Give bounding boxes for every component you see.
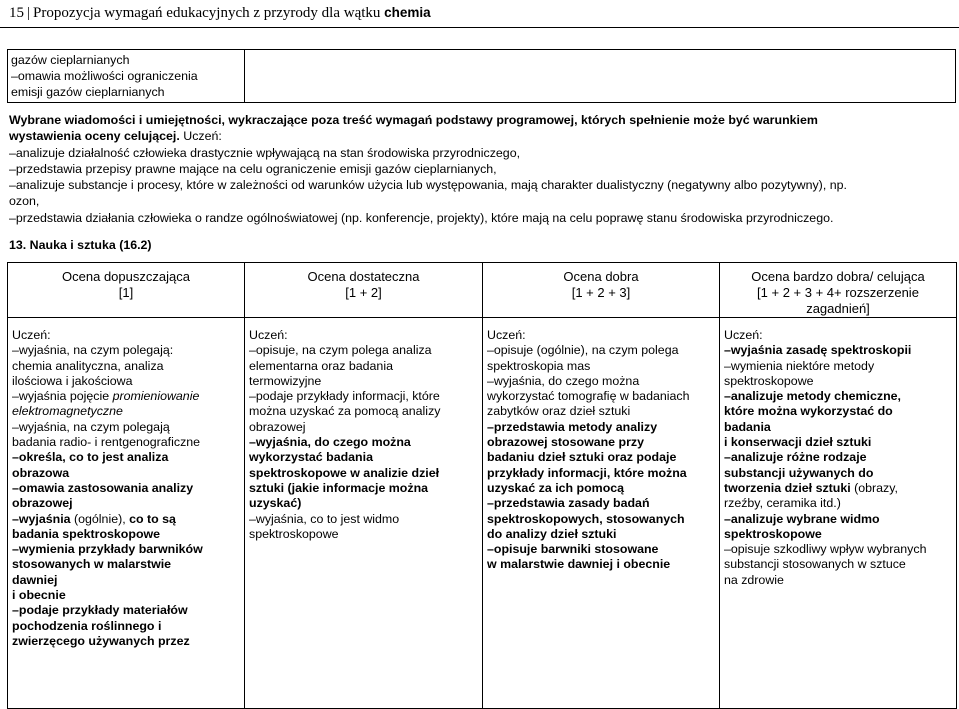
requirement-line xyxy=(249,450,478,465)
requirement-line xyxy=(249,389,478,404)
grade-requirements xyxy=(720,318,957,709)
grade-header xyxy=(720,263,957,318)
requirement-text: badania xyxy=(724,419,771,434)
requirement-text: substancji stosowanych w sztuce xyxy=(724,557,906,572)
requirement-line xyxy=(249,496,478,511)
requirement-line xyxy=(249,527,478,542)
requirement-text: które można wykorzystać do xyxy=(724,404,893,419)
grade-name: Ocena dopuszczająca xyxy=(62,269,190,284)
requirement-line xyxy=(724,374,952,389)
requirement-text: tworzenia dzieł sztuki xyxy=(724,480,851,495)
requirement-text: i obecnie xyxy=(12,588,66,603)
grade-header xyxy=(8,263,245,318)
requirement-text: elementarna oraz badania xyxy=(249,358,393,373)
requirement-line xyxy=(12,343,240,358)
requirement-line xyxy=(724,343,952,358)
grade-requirements xyxy=(483,318,720,709)
requirement-text: spektroskopowe xyxy=(249,526,339,541)
requirement-line xyxy=(487,359,715,374)
header-rule xyxy=(0,27,959,28)
page-header xyxy=(9,4,431,22)
requirement-line xyxy=(249,435,478,450)
requirement-line xyxy=(249,420,478,435)
requirement-text: –wyjaśnia, na czym polegają: xyxy=(12,343,174,358)
requirement-text: –wyjaśnia, na czym polegają xyxy=(12,419,170,434)
requirement-line xyxy=(12,328,240,343)
requirement-text: –wyjaśnia zasadę spektroskopii xyxy=(724,343,912,358)
requirement-text: –wyjaśnia xyxy=(12,511,71,526)
requirement-line xyxy=(487,374,715,389)
requirement-line xyxy=(12,359,240,374)
requirement-line xyxy=(724,527,952,542)
requirement-line xyxy=(487,527,715,542)
requirement-line xyxy=(487,542,715,557)
requirement-line xyxy=(12,420,240,435)
requirement-line xyxy=(487,404,715,419)
requirement-text: badania spektroskopowe xyxy=(12,526,161,541)
grade-requirements xyxy=(245,318,483,709)
requirement-text: co to są xyxy=(129,511,176,526)
requirement-text: obrazowej xyxy=(12,496,73,511)
requirement-text: Uczeń: xyxy=(724,328,763,342)
requirement-text: spektroskopowych, stosowanych xyxy=(487,511,685,526)
continued-line: gazów cieplarnianych xyxy=(11,53,130,67)
requirement-line xyxy=(12,496,240,511)
requirement-line xyxy=(724,404,952,419)
requirement-line xyxy=(724,557,952,572)
requirement-text: chemia analityczna, analiza xyxy=(12,358,164,373)
requirement-text: –podaje przykłady informacji, które xyxy=(249,389,440,404)
requirement-text: –określa, co to jest analiza xyxy=(12,450,169,465)
requirement-line xyxy=(249,359,478,374)
extra-item: –analizuje substancje i procesy, które w zależności od warunków użycia lub występowania, mają charakter dualistyczny (negatywny albo pozytywny), np. xyxy=(9,178,847,193)
requirement-text: –opisuje, na czym polega analiza xyxy=(249,343,432,358)
requirement-line xyxy=(12,573,240,588)
extra-heading: wystawienia oceny celującej. xyxy=(9,129,180,144)
grade-scale: [1] xyxy=(118,285,134,300)
extra-item: –przedstawia działania człowieka o randze ogólnoświatowej (np. konferencje, projekty), które mają na celu poprawę stanu środowiska przyrodniczego. xyxy=(9,210,834,225)
requirement-line xyxy=(12,619,240,634)
extra-item: ozon, xyxy=(9,194,40,209)
page-title-topic: chemia xyxy=(384,5,431,20)
requirement-text: elektromagnetyczne xyxy=(12,404,123,419)
requirement-line xyxy=(487,389,715,404)
requirement-line xyxy=(12,481,240,496)
requirement-text: –podaje przykłady materiałów xyxy=(12,603,188,618)
grade-scale: [1 + 2 + 3 + 4+ rozszerzenie xyxy=(757,285,919,300)
requirement-line xyxy=(12,542,240,557)
requirement-text: –opisuje szkodliwy wpływ wybranych xyxy=(724,542,927,557)
requirement-line xyxy=(724,435,952,450)
requirement-text: wykorzystać badania xyxy=(249,450,373,465)
grades-table xyxy=(7,262,957,709)
requirement-line xyxy=(12,527,240,542)
requirement-text: –przedstawia zasady badań xyxy=(487,496,650,511)
requirement-line xyxy=(12,389,240,404)
requirement-line xyxy=(12,634,240,649)
requirement-text: –przedstawia metody analizy xyxy=(487,419,658,434)
requirement-line xyxy=(12,466,240,481)
requirement-line xyxy=(724,420,952,435)
grade-requirements xyxy=(8,318,245,709)
grade-scale: [1 + 2] xyxy=(345,285,382,300)
requirement-text: na zdrowie xyxy=(724,572,784,587)
requirement-line xyxy=(724,389,952,404)
requirement-text: przykłady informacji, które można xyxy=(487,465,687,480)
requirement-text: spektroskopia mas xyxy=(487,358,591,373)
requirement-text: rzeźby, ceramika itd.) xyxy=(724,496,841,511)
requirement-text: –opisuje barwniki stosowane xyxy=(487,542,659,557)
requirement-text: do analizy dzieł sztuki xyxy=(487,526,617,541)
header-separator: | xyxy=(27,5,31,21)
requirement-text: Uczeń: xyxy=(12,328,51,342)
continued-line: –omawia możliwości ograniczenia xyxy=(11,69,198,83)
requirement-text: obrazowej xyxy=(249,419,306,434)
requirement-text: uzyskać) xyxy=(249,496,302,511)
requirement-line xyxy=(12,588,240,603)
requirement-line xyxy=(487,557,715,572)
page-number: 15 xyxy=(9,5,24,21)
requirement-line xyxy=(724,466,952,481)
requirement-text: pochodzenia roślinnego i xyxy=(12,618,162,633)
requirement-text: badaniu dzieł sztuki oraz podaje xyxy=(487,450,677,465)
requirement-text: i konserwacji dzieł sztuki xyxy=(724,435,872,450)
requirement-text: spektroskopowe xyxy=(724,526,822,541)
requirement-line xyxy=(249,466,478,481)
requirement-line xyxy=(724,573,952,588)
requirement-line xyxy=(724,450,952,465)
requirement-text: substancji używanych do xyxy=(724,465,874,480)
section-title: 13. Nauka i sztuka (16.2) xyxy=(9,238,152,252)
requirement-text: spektroskopowe xyxy=(724,373,814,388)
requirement-text: –wymienia przykłady barwników xyxy=(12,542,203,557)
grade-scale: zagadnień] xyxy=(806,301,870,316)
requirement-text: –analizuje wybrane widmo xyxy=(724,511,880,526)
requirement-text: –wyjaśnia, do czego można xyxy=(487,373,640,388)
requirement-text: obrazowej stosowane przy xyxy=(487,435,644,450)
requirement-text: spektroskopowe w analizie dzieł xyxy=(249,465,440,480)
requirement-text: wykorzystać tomografię w badaniach xyxy=(487,389,690,404)
student-label: Uczeń: xyxy=(183,129,222,144)
requirement-line xyxy=(249,404,478,419)
requirement-text: –wyjaśnia pojęcie xyxy=(12,389,113,404)
grade-header xyxy=(483,263,720,318)
requirement-text: dawniej xyxy=(12,572,58,587)
grade-scale: [1 + 2 + 3] xyxy=(571,285,631,300)
requirement-text: Uczeń: xyxy=(249,328,288,342)
requirement-text: –opisuje (ogólnie), na czym polega xyxy=(487,343,679,358)
requirement-text: promieniowanie xyxy=(112,389,200,404)
requirement-text: Uczeń: xyxy=(487,328,526,342)
requirement-line xyxy=(487,450,715,465)
requirement-text: badania radio- i rentgenograficzne xyxy=(12,435,201,450)
requirement-line xyxy=(249,328,478,343)
requirement-text: sztuki (jakie informacje można xyxy=(249,480,429,495)
requirement-line xyxy=(249,481,478,496)
requirement-line xyxy=(12,404,240,419)
requirement-text: w malarstwie dawniej i obecnie xyxy=(487,557,671,572)
requirement-line xyxy=(487,481,715,496)
requirement-line xyxy=(724,496,952,511)
requirement-text: można uzyskać za pomocą analizy xyxy=(249,404,441,419)
requirement-line xyxy=(487,343,715,358)
requirement-text: –wyjaśnia, co to jest widmo xyxy=(249,511,400,526)
requirement-line xyxy=(724,481,952,496)
continued-empty-cell xyxy=(245,50,956,103)
requirement-text: –omawia zastosowania analizy xyxy=(12,480,194,495)
page-title: Propozycja wymagań edukacyjnych z przyrody dla wątku xyxy=(33,5,381,21)
grade-name: Ocena dobra xyxy=(563,269,639,284)
requirement-text: stosowanych w malarstwie xyxy=(12,557,172,572)
requirement-text: –analizuje metody chemiczne, xyxy=(724,389,901,404)
requirement-line xyxy=(12,450,240,465)
requirement-text: –wymienia niektóre metody xyxy=(724,358,875,373)
requirement-line xyxy=(12,374,240,389)
continued-table xyxy=(7,49,956,103)
requirement-line xyxy=(487,466,715,481)
requirement-line xyxy=(487,512,715,527)
requirement-text: –wyjaśnia, do czego można xyxy=(249,435,411,450)
requirement-line xyxy=(12,435,240,450)
requirement-text: obrazowa xyxy=(12,465,70,480)
requirement-line xyxy=(724,359,952,374)
requirement-line xyxy=(249,374,478,389)
continued-cell xyxy=(8,50,245,103)
grade-name: Ocena bardzo dobra/ celująca xyxy=(751,269,925,284)
requirement-line xyxy=(249,343,478,358)
requirement-line xyxy=(12,603,240,618)
requirement-text: (obrazy, xyxy=(850,480,898,495)
requirement-line xyxy=(724,512,952,527)
requirement-line xyxy=(724,328,952,343)
extra-requirements xyxy=(9,112,954,226)
requirement-line xyxy=(487,496,715,511)
continued-line: emisji gazów cieplarnianych xyxy=(11,85,165,99)
requirement-line xyxy=(249,512,478,527)
requirement-line xyxy=(12,512,240,527)
requirement-text: uzyskać za ich pomocą xyxy=(487,480,625,495)
grade-header xyxy=(245,263,483,318)
extra-heading: Wybrane wiadomości i umiejętności, wykraczające poza treść wymagań podstawy programowej, których spełnienie może być warunkiem xyxy=(9,113,818,127)
requirement-text: zwierzęcego używanych przez xyxy=(12,633,190,648)
requirement-line xyxy=(487,328,715,343)
extra-item: –analizuje działalność człowieka drastycznie wpływającą na stan środowiska przyrodniczego, xyxy=(9,145,521,160)
requirement-text: –analizuje różne rodzaje xyxy=(724,450,867,465)
requirement-line xyxy=(12,557,240,572)
requirement-line xyxy=(487,420,715,435)
extra-item: –przedstawia przepisy prawne mające na celu ograniczenie emisji gazów cieplarnianych, xyxy=(9,161,497,176)
requirement-text: zabytków oraz dzieł sztuki xyxy=(487,404,631,419)
requirement-text: (ogólnie), xyxy=(70,511,130,526)
requirement-line xyxy=(487,435,715,450)
requirement-text: ilościowa i jakościowa xyxy=(12,373,133,388)
requirement-line xyxy=(724,542,952,557)
grade-name: Ocena dostateczna xyxy=(307,269,420,284)
requirement-text: termowizyjne xyxy=(249,373,322,388)
